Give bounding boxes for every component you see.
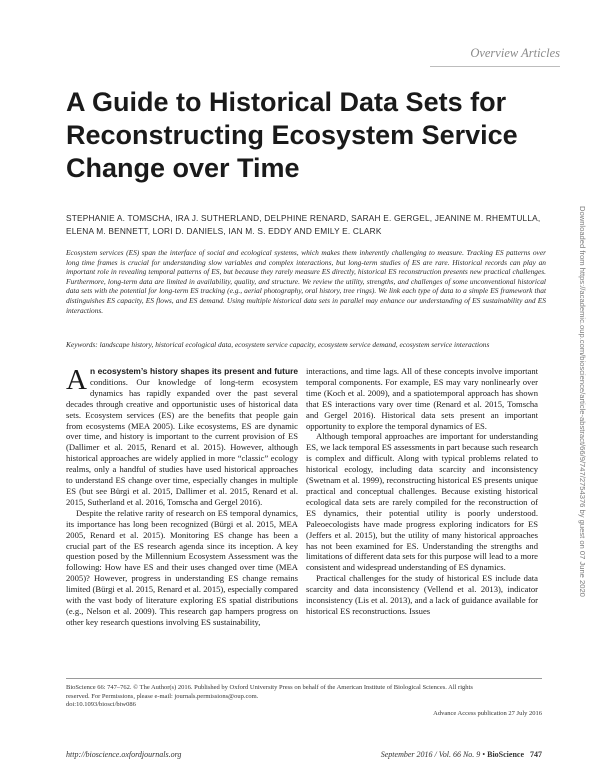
advance-access: Advance Access publication 27 July 2016 — [433, 709, 542, 717]
author-list — [66, 212, 546, 238]
footer-rule — [66, 678, 542, 679]
copyright-line: BioScience 66: 747–762. © The Author(s) 2016. Published by Oxford University Press on behalf of the American Institute of Biological Sciences. All rights — [66, 684, 473, 691]
page-number: 747 — [530, 750, 542, 759]
body-column-left — [66, 366, 298, 628]
drop-cap: A — [66, 364, 87, 396]
paragraph-text: conditions. Our knowledge of long-term ecosystem dynamics has rapidly expanded over the past several decades through creative and opportunistic uses of historical data sets. Ecosystem services (ES) are the benefits that people gain from ecosystems (MEA 2005). Like ecosystems, ES are dynamic over time, and history is important to the current provision of ES (Dallimer et al. 2015, Renard et al. 2015). However, although historical approaches are widely applied in more “classic” ecology realms, only a handful of studies have used historical approaches to understand ES change over time, especially changes in multiple ES (but see Bürgi et al. 2015, Dallimer et al. 2015, Renard et al. 2015, Sutherland et al. 2016, Tomscha and Gergel 2016). — [66, 376, 298, 507]
body-paragraph: Although temporal approaches are important for understanding ES, we lack temporal ES assessments in part because such research is complex and difficult. Along with typical problems related to historical ecology, including data scarcity and inconsistency (Swetnam et al. 1999), reconstructing historical ES presents unique practical and conceptual challenges. Because existing historical ecological data sets are rarely compiled for the reconstruction of ES dynamics, their potential utility is poorly understood. Paleoecologists have made progress exploring indicators for ES (Jeffers et al. 2015), but the utility of many historical approaches has not been examined for ES. Understanding the strengths and limitations of different data sets for this purpose will lead to a more consistent and widespread understanding of ES dynamics. — [306, 431, 538, 573]
body-paragraph — [66, 366, 298, 508]
keywords — [66, 340, 546, 350]
title-line: A Guide to Historical Data Sets for — [66, 87, 507, 117]
journal-url[interactable]: http://bioscience.oxfordjournals.org — [66, 750, 182, 759]
section-rule — [430, 66, 560, 67]
download-watermark: Downloaded from https://academic.oup.com/bioscience/article-abstract/66/9/747/2754376 by guest on 07 June 2020 — [578, 206, 587, 597]
author-line: ELENA M. BENNETT, LORI D. DANIELS, IAN M. S. EDDY AND EMILY E. CLARK — [66, 226, 382, 236]
permissions-line: reserved. For Permissions, please e-mail: journals.permissions@oup.com. — [66, 692, 259, 700]
article-title — [66, 86, 546, 185]
journal-name: BioScience — [487, 750, 524, 759]
lead-in: n ecosystem’s history shapes its present and future — [89, 366, 298, 376]
body-column-right — [306, 366, 538, 617]
body-paragraph: Practical challenges for the study of historical ES include data scarcity and data inconsistency (Vellend et al. 2013), indicator inconsistency (Lis et al. 2013), and a lack of guidance available for historical ES reconstructions. Issues — [306, 573, 538, 616]
title-line: Change over Time — [66, 153, 300, 183]
doi: doi:10.1093/biosci/biw086 — [66, 701, 136, 709]
abstract: Ecosystem services (ES) span the interface of social and ecological systems, which makes them inherently challenging to measure. Tracking ES patterns over long time frames is crucial for understanding slow variables and complex interactions, but long-term studies of ES are rare. Historical records can play an important role in revealing temporal patterns of ES, but because they rarely measure ES directly, historical ES reconstruction presents new practical challenges. Furthermore, long-term data are limited in availability, quality, and structure. We review the utility, strengths, and challenges of some unconventional historical data sets with the potential for long-term ES tracking (e.g., aerial photography, oral history, tree rings). We link each type of data to a simple ES framework that distinguishes ES capacity, ES flows, and ES demand. Using multiple historical data sets in parallel may enhance our understanding of ES sustainability and ES interactions. — [66, 248, 546, 315]
body-paragraph: interactions, and time lags. All of these concepts involve important temporal components. For example, ES may vary nonlinearly over time (Koch et al. 2009), and a spatiotemporal approach has shown that ES interactions vary over time (Renard et al. 2015, Tomscha and Gergel 2016). Historical data sets present an important opportunity to explore the temporal dynamics of ES. — [306, 366, 538, 431]
author-line: STEPHANIE A. TOMSCHA, IRA J. SUTHERLAND, DELPHINE RENARD, SARAH E. GERGEL, JEANINE M. RHEMTULLA, — [66, 213, 541, 223]
issue-text: September 2016 / Vol. 66 No. 9 • — [380, 750, 488, 759]
body-paragraph: Despite the relative rarity of research on ES temporal dynamics, its importance has long been recognized (Bürgi et al. 2015, MEA 2005, Renard et al. 2015). Monitoring ES change has been a crucial part of the ES research agenda since its inception. A key question posed by the Millennium Ecosystem Assessment was the following: How have ES and their uses changed over time (MEA 2005)? However, progress in understanding ES change remains limited (Bürgi et al. 2015, Renard et al. 2015), especially compared with the vast body of literature exploring ES spatial distributions (e.g., Nelson et al. 2009). This research gap hampers progress on other key research questions involving ES sustainability, — [66, 507, 298, 627]
section-label: Overview Articles — [470, 46, 560, 60]
issue-info — [381, 750, 542, 759]
keywords-text: landscape history, historical ecological data, ecosystem service capacity, ecosystem service demand, ecosystem service interactions — [99, 340, 490, 349]
keywords-label: Keywords: — [66, 340, 98, 349]
publication-info — [66, 684, 542, 717]
title-line: Reconstructing Ecosystem Service — [66, 120, 518, 150]
